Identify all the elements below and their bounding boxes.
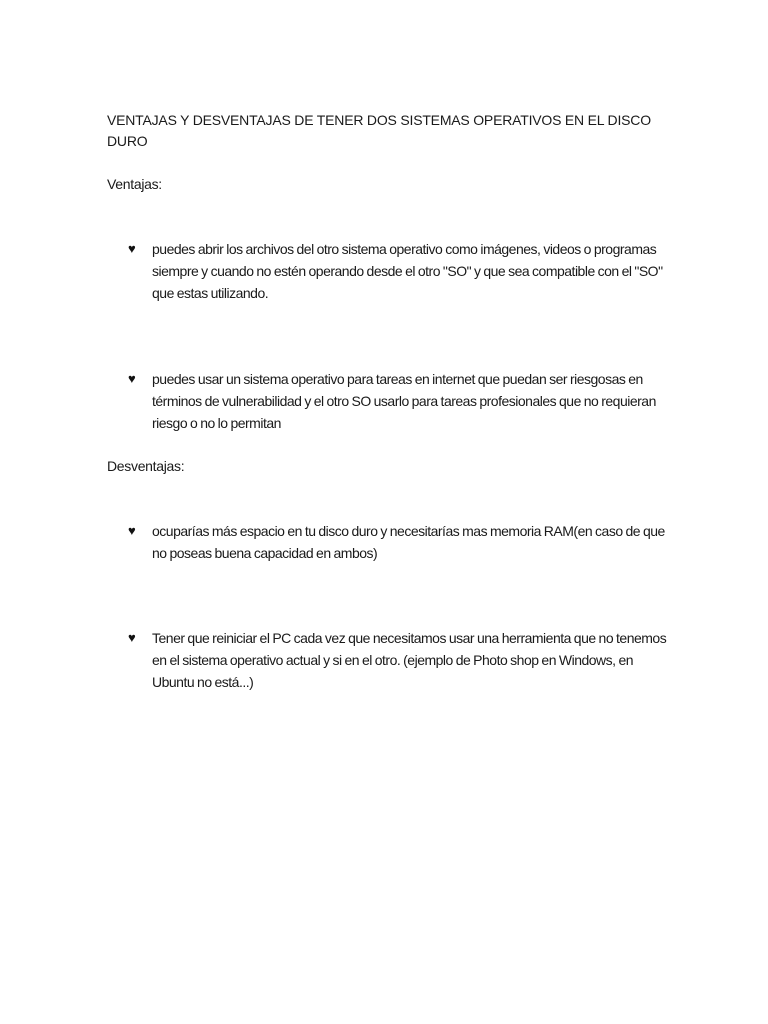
list-item — [128, 238, 668, 304]
heart-bullet-icon: ♥ — [128, 371, 136, 386]
list-item-text: puedes abrir los archivos del otro sistema operativo como imágenes, videos o programas siempre y cuando no estén operando desde el otro "SO" y que sea compatible con el "SO" que estas utilizando. — [152, 241, 663, 301]
list-item-text: puedes usar un sistema operativo para tareas en internet que puedan ser riesgosas en términos de vulnerabilidad y el otro SO usarlo para tareas profesionales que no requieran riesgo o no lo permitan — [152, 371, 656, 431]
list-item — [128, 520, 668, 564]
list-item-text: ocuparías más espacio en tu disco duro y necesitarías mas memoria RAM(en caso de que no poseas buena capacidad en ambos) — [152, 523, 665, 561]
section-heading-desventajas: Desventajas: — [107, 458, 185, 474]
list-item-text: Tener que reiniciar el PC cada vez que necesitamos usar una herramienta que no tenemos en el sistema operativo actual y si en el otro. (ejemplo de Photo shop en Windows, en Ubuntu no está...) — [152, 630, 667, 690]
heart-bullet-icon: ♥ — [128, 630, 136, 645]
list-item — [128, 368, 668, 434]
document-title: VENTAJAS Y DESVENTAJAS DE TENER DOS SISTEMAS OPERATIVOS EN EL DISCO DURO — [107, 112, 651, 149]
heart-bullet-icon: ♥ — [128, 523, 136, 538]
heart-bullet-icon: ♥ — [128, 241, 136, 256]
list-item — [128, 627, 668, 693]
section-heading-ventajas: Ventajas: — [107, 176, 162, 192]
